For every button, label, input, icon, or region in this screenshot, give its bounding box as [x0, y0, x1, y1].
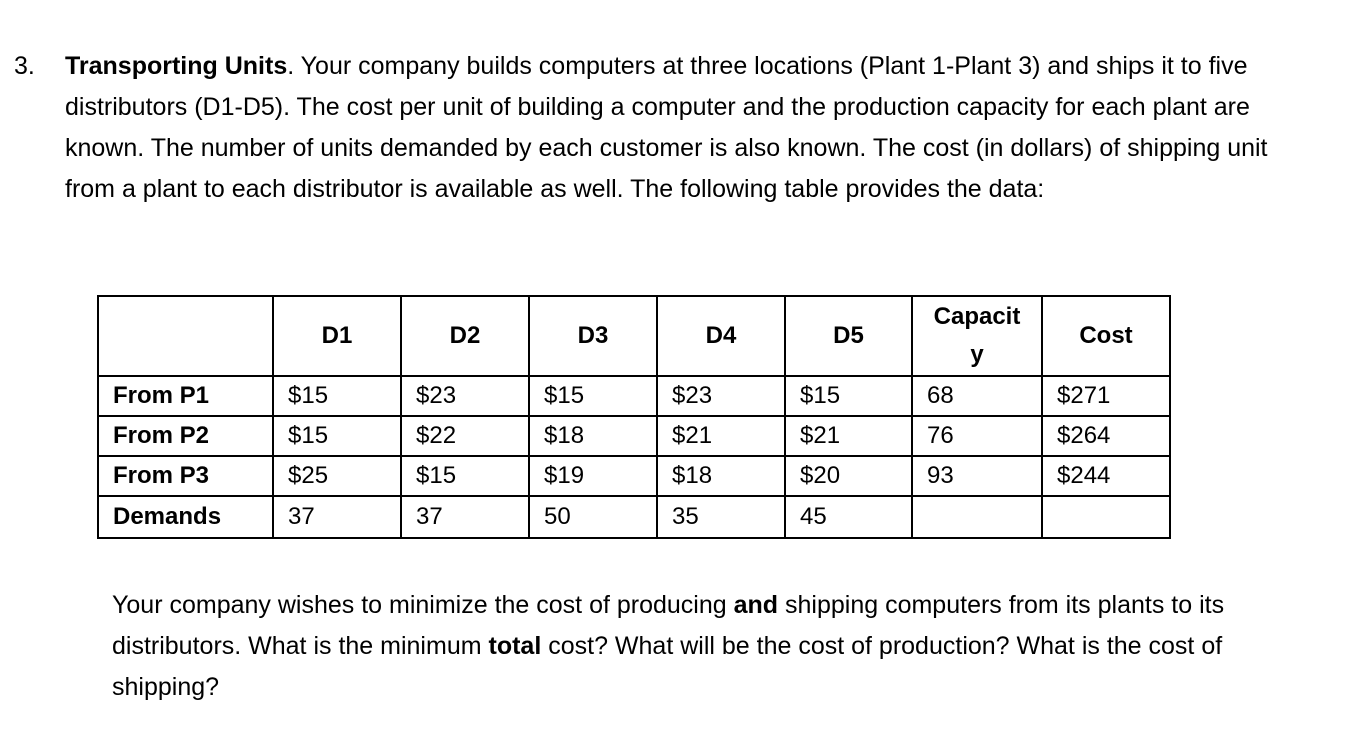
- cell-d3: $15: [529, 376, 657, 416]
- cell-d5: $21: [785, 416, 912, 456]
- cell-capacity: [912, 496, 1042, 538]
- row-label: From P2: [98, 416, 273, 456]
- cell-d2: $22: [401, 416, 529, 456]
- cell-d1: $25: [273, 456, 401, 496]
- cell-d1: 37: [273, 496, 401, 538]
- cell-d4: $23: [657, 376, 785, 416]
- cell-cost: $271: [1042, 376, 1170, 416]
- question-part-1: Your company wishes to minimize the cost of producing: [112, 591, 734, 619]
- cell-d4: $21: [657, 416, 785, 456]
- cell-d5: 45: [785, 496, 912, 538]
- cell-cost: $264: [1042, 416, 1170, 456]
- table-row: [98, 376, 1170, 416]
- cell-d4: 35: [657, 496, 785, 538]
- problem-title: Transporting Units: [65, 52, 288, 80]
- cell-capacity: 68: [912, 376, 1042, 416]
- problem-number: 3.: [14, 52, 35, 80]
- header-cost: Cost: [1042, 296, 1170, 376]
- table-row: [98, 416, 1170, 456]
- cell-d3: $18: [529, 416, 657, 456]
- question-part-2: shipping computers from its plants to its distributors. What is the minimum: [112, 591, 1225, 660]
- row-label: From P3: [98, 456, 273, 496]
- question-text: [112, 585, 1292, 708]
- header-d5: D5: [785, 296, 912, 376]
- header-corner: [98, 296, 273, 376]
- cell-cost: [1042, 496, 1170, 538]
- cell-d2: 37: [401, 496, 529, 538]
- cell-d1: $15: [273, 376, 401, 416]
- data-table: [97, 295, 1171, 539]
- cell-d5: $15: [785, 376, 912, 416]
- question-part-3: cost? What will be the cost of production? What is the cost of shipping?: [112, 632, 1223, 701]
- problem-intro: [65, 46, 1315, 210]
- question-bold-2: total: [488, 632, 542, 660]
- header-d1: D1: [273, 296, 401, 376]
- question-bold-1: and: [733, 591, 779, 619]
- cell-d2: $23: [401, 376, 529, 416]
- header-d4: D4: [657, 296, 785, 376]
- header-d2: D2: [401, 296, 529, 376]
- cell-d2: $15: [401, 456, 529, 496]
- problem-intro-text: Your company builds computers at three locations (Plant 1-Plant 3) and ships it to five distributors (D1-D5). The cost per unit of building a computer and the production capacity for each plant are known. The number of units demanded by each customer is also known. The cost (in dollars) of shipping unit from a plant to each distributor is available as well. The following table provides the data:: [65, 52, 1268, 203]
- row-label: From P1: [98, 376, 273, 416]
- cell-cost: $244: [1042, 456, 1170, 496]
- problem-statement: [14, 46, 1344, 210]
- header-d3: D3: [529, 296, 657, 376]
- table-row: [98, 456, 1170, 496]
- table-header-row: [98, 296, 1170, 376]
- cell-d4: $18: [657, 456, 785, 496]
- cell-capacity: 76: [912, 416, 1042, 456]
- demands-row: [98, 496, 1170, 538]
- cell-d3: $19: [529, 456, 657, 496]
- cell-d5: $20: [785, 456, 912, 496]
- row-label: Demands: [98, 496, 273, 538]
- cell-capacity: 93: [912, 456, 1042, 496]
- header-capacity: Capacity: [912, 296, 1042, 376]
- cell-d1: $15: [273, 416, 401, 456]
- problem-title-suffix: .: [287, 52, 295, 80]
- cell-d3: 50: [529, 496, 657, 538]
